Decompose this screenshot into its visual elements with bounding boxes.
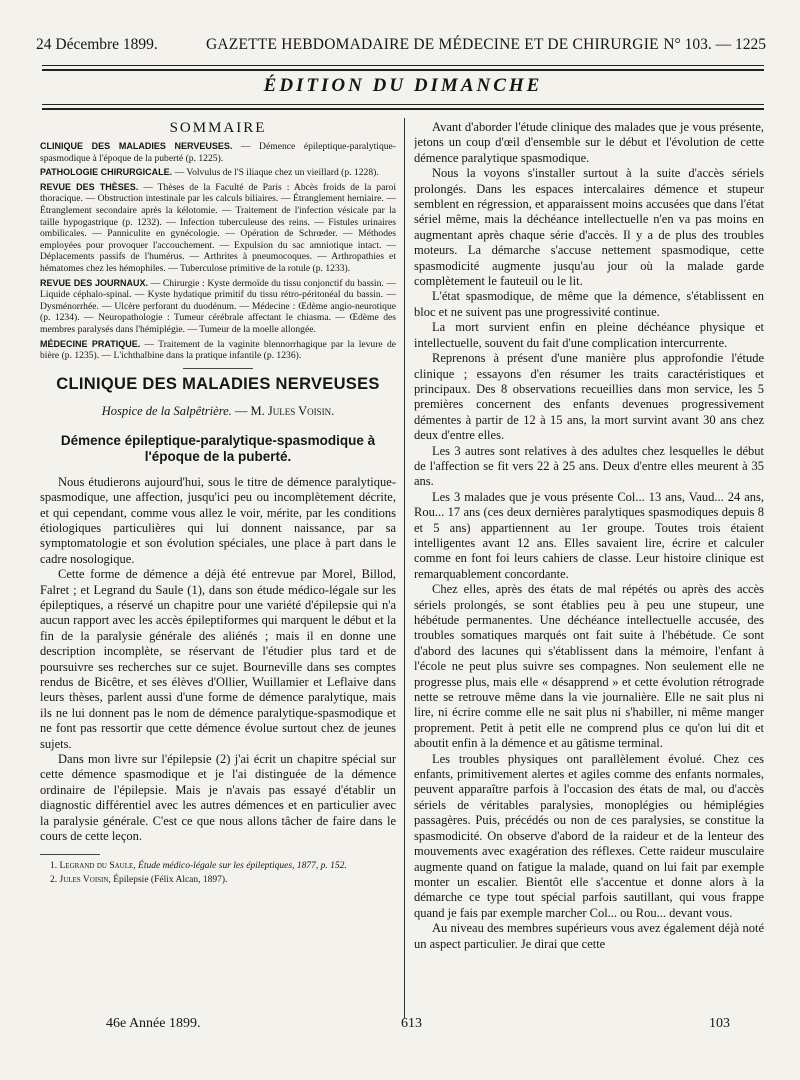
footnote-author: Legrand du Saule, — [59, 861, 136, 872]
footer-year: 46e Année 1899. — [106, 1016, 201, 1031]
footnote — [50, 875, 396, 887]
sommaire-item — [40, 167, 396, 179]
edition-rule-1 — [42, 104, 764, 105]
footer-issue: 103 — [709, 1016, 730, 1031]
sommaire-item-heading: REVUE DES THÈSES. — [40, 181, 139, 192]
sommaire-item-heading: CLINIQUE DES MALADIES NERVEUSES. — [40, 141, 233, 151]
left-column — [40, 120, 396, 1010]
footnote-separator — [40, 854, 100, 855]
footnote-text: Épilepsie (Félix Alcan, 1897). — [110, 874, 228, 885]
sommaire-item-text: — Thèses de la Faculté de Paris : Abcès froids de la paroi thoracique. — Obstruction intestinale par les calculs biliaires. — Étranglement herniaire. — Étranglement secondaire après la kélotomie. — Traitement de l'infection vésicale par la taille hypogastrique (p. 1232). — Infection tuberculeuse des reins. — Fistules urinaires ombilicales. — Panniculite en gynécologie. — Opération de Schrœder. — Méthodes employées pour provoquer l'accouchement. — Expulsion du sac amniotique intact. — Déplacements passifs de l'humérus. — Arthrites à pneumocoques. — Arthropathies et hématomes chez les hémophiles. — Tuberculose primitive de la rotule (p. 1233). — [40, 181, 396, 274]
hospice-name: Hospice de la Salpêtrière. — [101, 403, 232, 418]
sommaire-item-text: — Traitement de la vaginite blennorrhagique par la levure de bière (p. 1235). — L'ichthalbine dans la pratique infantile (p. 1236). — [40, 338, 396, 362]
sommaire-item-text: — Volvulus de l'S iliaque chez un vieillard (p. 1228). — [172, 167, 379, 179]
body-paragraph: Les 3 autres sont relatives à des adultes chez lesquelles le début de l'affection se fit vers 22 à 25 ans. Deux d'entre elles meurent à 35 ans. — [414, 443, 764, 489]
body-paragraph: Cette forme de démence a déjà été entrevue par Morel, Billod, Falret ; et Legrand du Saule (1), dans son étude médico-légale sur les épileptiques, a réservé un chapitre pour une variété d'épilepsie qui n'a aucun rapport avec les accès épileptiformes qui marquent le début et la fin de la paralysie générale des aliénés ; mais il en donne une description incomplète, se réservant de l'étudier plus tard et de poursuivre ses recherches sur ce sujet. Bourneville dans ses comptes rendus de Bicêtre, et ses élèves d'Ollier, Wuillamier et Leflaive dans leurs thèses, parlent aussi d'une forme de démence paralytique, mais ils ne lui donnent pas le nom de démence paralytique-spasmodique et ne font pas ressortir que cette démence évolue surtout chez de jeunes sujets. — [40, 567, 396, 751]
right-column — [414, 120, 764, 1010]
sommaire-item-heading: PATHOLOGIE CHIRURGICALE. — [40, 167, 173, 178]
body-paragraph: Nous la voyons s'installer surtout à la suite d'accès sériels prolongés. Dans les espaces intercalaires démence et stupeur semblent en régression, et apparaissent moins accusées que dans l'état sériel même, mais la déchéance intellectuelle n'en va pas moins en augmentant après chaque série d'accès. Il y a de plus des troubles moteurs. La démarche s'accuse nettement spasmodique, cette spasmodicité augmente jusqu'au jour où la malade garde complètement le fauteuil ou le lit. — [414, 166, 764, 289]
sommaire-item-heading: MÉDECINE PRATIQUE. — [40, 338, 141, 349]
body-paragraph: La mort survient enfin en pleine déchéance physique et intellectuelle, souvent du fait d'une complication intercurrente. — [414, 320, 764, 350]
body-paragraph: Nous étudierons aujourd'hui, sous le titre de démence paralytique-spasmodique, une affection, jusqu'ici peu ou incomplètement décrite, et qui cependant, comme vous allez le voir, mérite, par les conditions étiologiques particulières qui lui donnent naissance, par sa symptomatologie et son évolution spéciales, une place à part dans le cadre nosologique. — [40, 474, 396, 566]
sommaire-list — [40, 141, 396, 362]
body-paragraph: Dans mon livre sur l'épilepsie (2) j'ai écrit un chapitre spécial sur cette démence spasmodique et je l'ai distinguée de la démence ordinaire de l'épilepsie. Mais je n'avais pas essayé d'établir un diagnostic différentiel avec les autres démences et en particulier avec la paralysie générale. C'est ce que nous allons tâcher de faire dans le cours de cette leçon. — [40, 752, 396, 844]
body-paragraph: Au niveau des membres supérieurs vous avez également déjà noté un aspect particulier. Je dirai que cette — [414, 921, 764, 951]
body-paragraph: L'état spasmodique, de même que la démence, s'établissent en bloc et ne suivent pas une progressivité continue. — [414, 289, 764, 319]
sommaire-title: SOMMAIRE — [169, 120, 267, 136]
body-paragraph: Les troubles physiques ont parallèlement évolué. Chez ces enfants, primitivement alertes et agiles comme des enfants normales, peuvent apparaître parfois à l'occasion des états de mal, ou d'accès sériels de véritables paralysies, monoplégies ou hémiplégies passagères. Puis, précédés ou non de ces paralysies, se constitue la spasmodicité. On observe d'abord de la raideur et de la lenteur des mouvements avec exagération des réflexes. Cette raideur musculaire augmente quand on fatigue la malade, quand on lui fait par exemple monter un escalier. Bientôt elle s'accentue et donne alors à la démarche ce type tout spécial parfois sautillant, qui vous frappe quand je fais par exemple marcher Col... ou Rou... devant vous. — [414, 751, 764, 920]
sommaire-item-text: — Démence épileptique-paralytique-spasmodique à l'époque de la puberté (p. 1225). — [40, 141, 396, 164]
sommaire-item-text: — Chirurgie : Kyste dermoïde du tissu conjonctif du bassin. — Liquide céphalo-spinal. — Kyste hydatique primitif du tissu rétro-péritonéal du bassin. — Dysménorrhée. — Ulcère perforant du duodénum. — Médecine : Œdème angio-neurotique (p. 1234). — Neuropathologie : Tumeur cérébrale affectant le chiasma. — Œdème des membres paralysés dans l'hémiplégie. — Tumeur de la moelle allongée. — [40, 277, 396, 335]
footnote-author: Jules Voisin, — [59, 874, 111, 885]
sommaire-item — [40, 339, 396, 362]
header-issue-number: N° 103. — 1225 — [663, 36, 766, 53]
body-paragraph: Avant d'aborder l'étude clinique des malades que je vous présente, jetons un coup d'œil d'ensemble sur le début et l'évolution de cette démence paralytique spasmodique. — [414, 120, 764, 165]
header-journal-title: GAZETTE HEBDOMADAIRE DE MÉDECINE ET DE CHIRURGIE — [206, 36, 659, 53]
sommaire-item-heading: REVUE DES JOURNAUX. — [40, 277, 148, 288]
footnote — [50, 861, 396, 873]
header-date: 24 Décembre 1899. — [36, 36, 158, 53]
sommaire-item — [40, 141, 396, 164]
body-paragraph: Chez elles, après des états de mal répétés ou après des accès sériels prolongés, se sont établies peu à peu une stupeur, une hébétude permanentes. Une déchéance intellectuelle accusée, des troubles somatiques marqués ont fait suite à l'hébétude. Ce sont d'abord des lacunes qui s'établissent dans la mémoire, l'enfant à l'école ne peut plus suivre ses compagnes. Non seulement elle ne progresse plus, mais elle « désapprend » et cette évolution rétrograde nette se retrouve même dans la vie journalière. Elle ne sait plus ni lire, ni écrire comme elle ne sait plus ni s'habiller, ni même manger proprement. Petit à petit elle ne comprend plus ce qu'on lui dit et aboutit enfin à la démence et au gâtisme terminal. — [414, 582, 764, 751]
page-footer — [36, 1016, 766, 1036]
header-rule-thick — [42, 69, 764, 71]
sommaire-item — [40, 182, 396, 275]
author-name: — M. Jules Voisin. — [231, 403, 335, 418]
sommaire-item — [40, 278, 396, 336]
sommaire-separator — [183, 368, 253, 369]
footnote-text: Étude médico-légale sur les épileptiques, 1877, p. 152. — [135, 861, 347, 872]
footnote-number: 1. — [50, 861, 58, 872]
page-header — [36, 36, 766, 58]
article-byline — [40, 404, 396, 419]
column-divider — [404, 118, 405, 1018]
body-paragraph: Reprenons à présent d'une manière plus approfondie l'étude clinique ; essayons d'en résumer les traits caractéristiques et principaux. Des 8 observations recueillies dans mon service, les 5 premières concernent des enfants devenues progressivement démentes à partir de 12 à 15 ans, la mort survint avant 30 ans chez deux d'entre elles. — [414, 351, 764, 443]
section-title: CLINIQUE DES MALADIES NERVEUSES — [56, 374, 380, 393]
body-paragraph: Les 3 malades que je vous présente Col... 13 ans, Vaud... 24 ans, Rou... 17 ans (ces deux dernières paralytiques spasmodiques depuis 8 et 5 ans) appartiennent au 1er groupe. Toutes trois étaient intelligentes avant 12 ans. Elles savaient lire, écrire et calculer comme en font foi leurs cahiers de classe. Leur histoire clinique est remarquablement concordante. — [414, 489, 764, 581]
header-rule-top — [42, 65, 764, 66]
edition-title: ÉDITION DU DIMANCHE — [263, 75, 543, 96]
edition-rule-2 — [42, 108, 764, 110]
footnote-number: 2. — [50, 874, 58, 885]
article-title: Démence épileptique-paralytique-spasmodique à l'époque de la puberté. — [60, 432, 376, 464]
footer-page-number: 613 — [401, 1016, 422, 1031]
